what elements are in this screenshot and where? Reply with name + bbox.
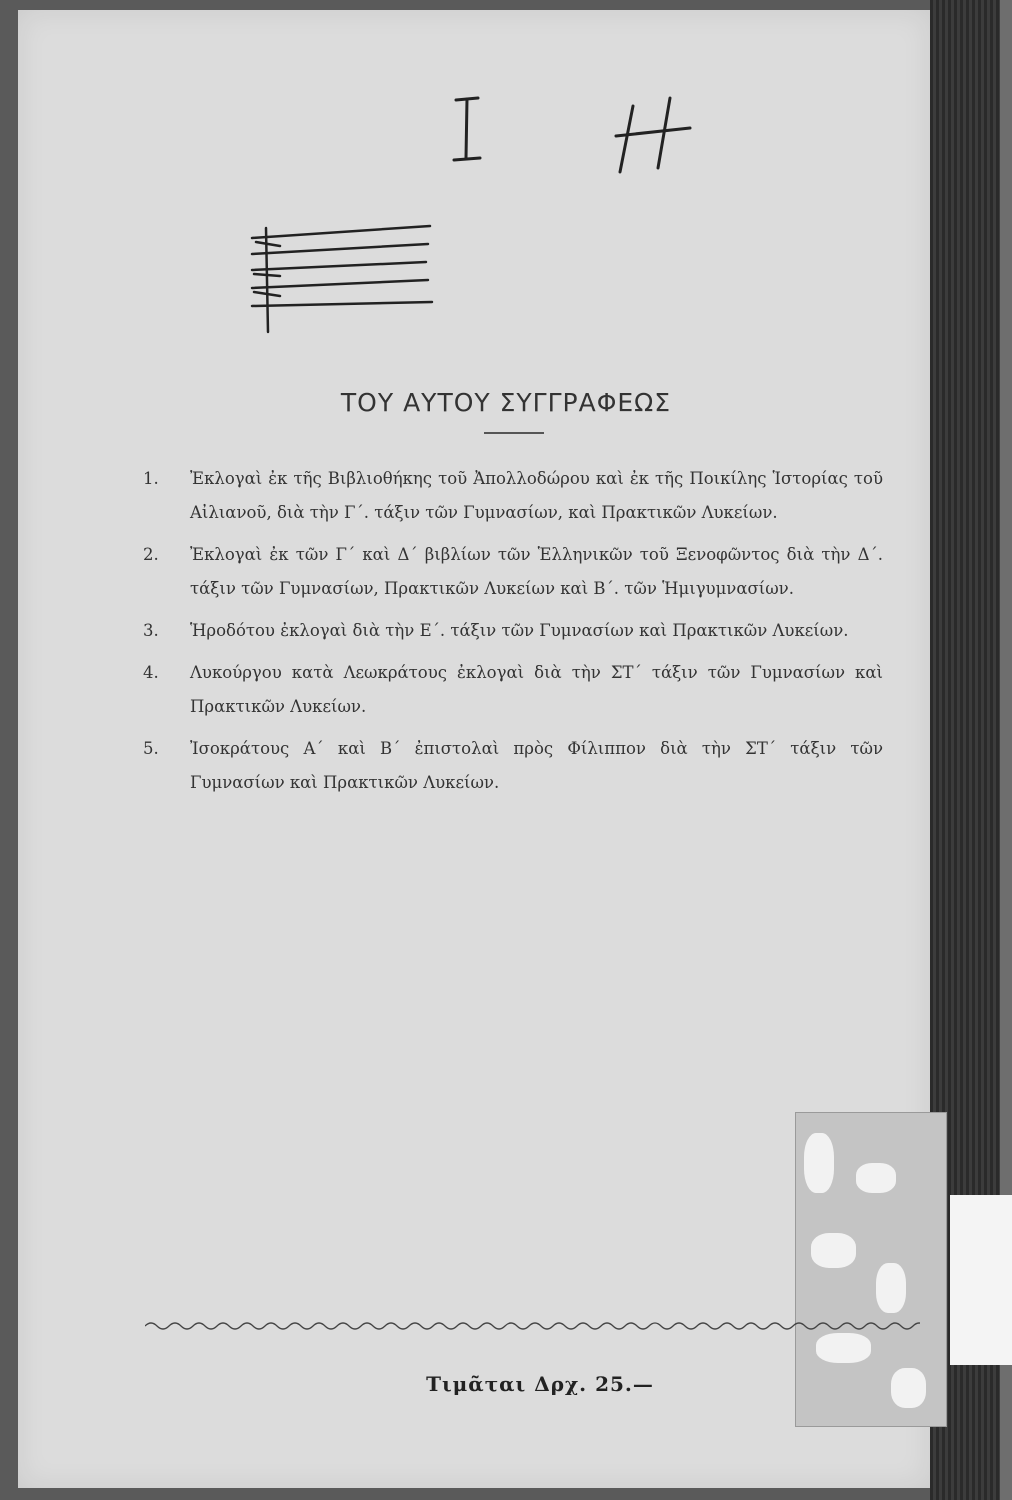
list-item [143, 732, 883, 800]
item-text: Ἰσοκράτους Α΄ καὶ Β΄ ἐπιστολαὶ πρὸς Φίλιππον διὰ τὴν ΣΤ΄ τάξιν τῶν Γυμνασίων καὶ Πρακτικῶν Λυκείων. [190, 739, 883, 792]
item-number: 3. [143, 621, 159, 640]
section-heading: ΤΟΥ ΑΥΤΟΥ ΣΥΓΓΡΑΦΕΩΣ [340, 388, 672, 417]
works-list [143, 462, 883, 808]
handwritten-shelf-mark [448, 92, 708, 182]
list-item [143, 656, 883, 724]
heading-divider [484, 432, 544, 434]
item-text: Ἐκλογαὶ ἐκ τῆς Βιβλιοθήκης τοῦ Ἀπολλοδώρου καὶ ἐκ τῆς Ποικίλης Ἱστορίας τοῦ Αἰλιανοῦ, διὰ τὴν Γ΄. τάξιν τῶν Γυμνασίων, καὶ Πρακτικῶν Λυκείων. [190, 469, 883, 522]
item-number: 2. [143, 545, 159, 564]
handwritten-tally-mark [250, 222, 440, 334]
shelf-label [950, 1195, 1012, 1365]
list-item [143, 462, 883, 530]
price-line [0, 1372, 1012, 1396]
list-item [143, 614, 883, 648]
item-text: Ἡροδότου ἐκλογαὶ διὰ τὴν Ε΄. τάξιν τῶν Γυμνασίων καὶ Πρακτικῶν Λυκείων. [190, 621, 849, 640]
item-text: Ἐκλογαὶ ἐκ τῶν Γ΄ καὶ Δ΄ βιβλίων τῶν Ἑλληνικῶν τοῦ Ξενοφῶντος διὰ τὴν Δ΄. τάξιν τῶν Γυμνασίων, Πρακτικῶν Λυκείων καὶ Β΄. τῶν Ἡμιγυμνασίων. [190, 545, 883, 598]
item-number: 5. [143, 739, 159, 758]
item-number: 4. [143, 663, 159, 682]
list-item [143, 538, 883, 606]
wavy-divider [145, 1318, 920, 1334]
item-text: Λυκούργου κατὰ Λεωκράτους ἐκλογαὶ διὰ τὴν ΣΤ΄ τάξιν τῶν Γυμνασίων καὶ Πρακτικῶν Λυκείων. [190, 663, 883, 716]
item-number: 1. [143, 469, 159, 488]
price-text: Τιμᾶται Δρχ. 25.— [426, 1372, 654, 1396]
